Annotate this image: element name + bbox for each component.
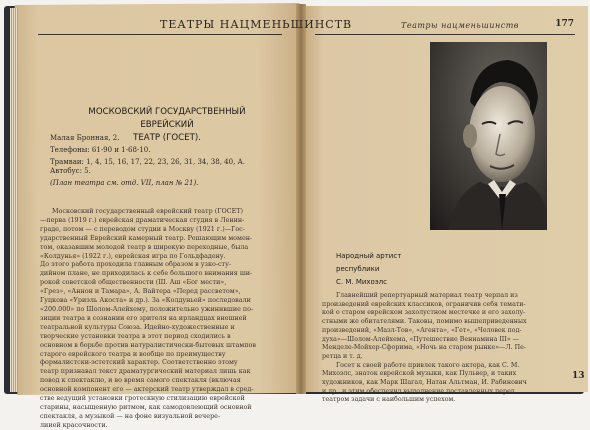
body-text-left [40, 207, 282, 430]
trams: Трамваи: 1, 4, 15, 16, 17, 22, 23, 26, 31, 34, 38, 40, А. [50, 158, 246, 166]
text-line: стными же обитателями. Таковы, помимо вышеприведенных [322, 318, 527, 326]
plan-note: (План театра см. отд. VII, план № 21). [50, 179, 199, 187]
text-line: —перва (1919 г.) еврейская драматическая студия в Ленин- [40, 215, 245, 224]
text-line: театром задачи с наибольшим успехом. [322, 396, 456, 404]
text-line: дийном плане, не приходилась к себе большого внимания ши- [40, 269, 253, 278]
text-line: лиией красочности. [40, 420, 108, 429]
bus: Автобус: 5. [50, 167, 91, 175]
phones: Телефоны: 61-90 и 1-68-10. [50, 146, 151, 154]
text-line: «Колдунья» (1922 г.), еврейская игра по Гольдфадену. [40, 251, 226, 260]
header-rule-right [315, 34, 575, 35]
text-line: произведений еврейских классиков, ограничив себя темати- [322, 300, 526, 308]
book-gutter [296, 4, 306, 394]
text-line: Госет к своей работе привлек такого актера, как С. М. [336, 361, 520, 369]
text-line: Михоэлс, знаток еврейской музыки, как Пульвер, и таких [322, 370, 517, 378]
text-line: формалистски-эстетский характер. Соответственно этому [40, 358, 238, 367]
right-header [301, 6, 588, 46]
text-line: театр признавал текст драматургический материал лишь как [40, 367, 251, 376]
heading-line: ТЕАТР (ГОСЕТ). [133, 133, 201, 143]
portrait-caption-line: республики [336, 265, 380, 273]
text-line: старины, насыщенную ритмом, как самодовлеющий основной [40, 402, 252, 411]
text-line: ударственный Еврейский камерный театр. Решающим момен- [40, 233, 253, 242]
page-number: 177 [555, 19, 574, 29]
running-head-right: Театры нацменьшинств [401, 21, 519, 30]
text-line: «200.000» по Шолом-Алейхему, положительно ужинившие по- [40, 304, 254, 313]
portrait-caption-line: Народный артист [336, 252, 402, 260]
portrait-caption-line: С. М. Михоэлс [336, 278, 388, 286]
text-line: том, оказавшим молодой театр в широкую переходные, была [40, 242, 249, 251]
text-line: театральной культуры Союза. Идейно-художественные и [40, 322, 235, 331]
address: Малая Бронная, 2. [50, 134, 120, 142]
corner-number: 13 [572, 371, 585, 381]
text-line: стве ведущий установки гротескную стилизацию еврейской [40, 394, 245, 403]
header-rule-left [38, 34, 282, 35]
text-line: кой о старом еврейском захолустном местечке и его захолу- [322, 309, 526, 317]
text-line: повод к спектаклю, и во время самого спектакля (включая [40, 376, 241, 385]
text-line: «Грез», «Аннон и Тамара», А. Вайтера «Перед рассветом», [40, 287, 241, 296]
text-line: спектакля, а музыкой — на фоне визуальной вечере- [40, 411, 221, 420]
text-line: граде, потом — с переводом студии в Москву (1921 г.)—Гос- [40, 224, 245, 233]
text-line: Московский государственный еврейский театр (ГОСЕТ) [52, 207, 243, 215]
heading-line: МОСКОВСКИЙ ГОСУДАРСТВЕННЫЙ ЕВРЕЙСКИЙ [88, 107, 246, 130]
text-line: основном в борьбе против натуралистически-бытовых штампов [40, 340, 256, 349]
text-line: Главнейший репертуарный материал театр черпал из [336, 292, 518, 299]
running-head-left: ТЕАТРЫ НАЦМЕНЬШИНСТВ [160, 18, 353, 31]
portrait-drawing [430, 42, 547, 230]
text-line: духа»—Шолом-Алейхема, «Путешествие Вениамина III» — [322, 335, 519, 343]
text-line: основной компонент его — актерский театр утверждал в сред- [40, 385, 254, 394]
text-line: Гуцкова «Уриэль Акоста» и др.). За «Колдуньей» последовали [40, 296, 251, 305]
text-line: старого еврейского театра и вообще по преимуществу [40, 349, 226, 358]
text-line: зиции театра в сознании его зрителя на ирландцах внешней [40, 313, 247, 322]
text-line: и др., и этим обеспечил выполнение поставленных перед [322, 387, 515, 395]
text-line: произведений, «Мазл-Тов», «Агента», «Гет», «Человек под- [322, 326, 522, 334]
text-line: рокой советской общественности (Ш. Аш «Бог мести», [40, 278, 227, 287]
text-line: Менделе-Мойхер-Сфорима, «Ночь на старом рынке»—Л. Пе- [322, 344, 526, 352]
text-line: ретца и т. д. [322, 352, 363, 360]
body-text-right [322, 292, 580, 405]
text-line: До этого работа проходила главным образом в узко-сту- [40, 260, 231, 269]
page-edges [10, 8, 18, 392]
text-line: художников, как Марк Шагал, Натан Альтман, И. Рабинович [322, 379, 527, 387]
portrait-photo [430, 42, 547, 230]
text-line: творческие установки театра в этот период сходились в [40, 331, 231, 340]
